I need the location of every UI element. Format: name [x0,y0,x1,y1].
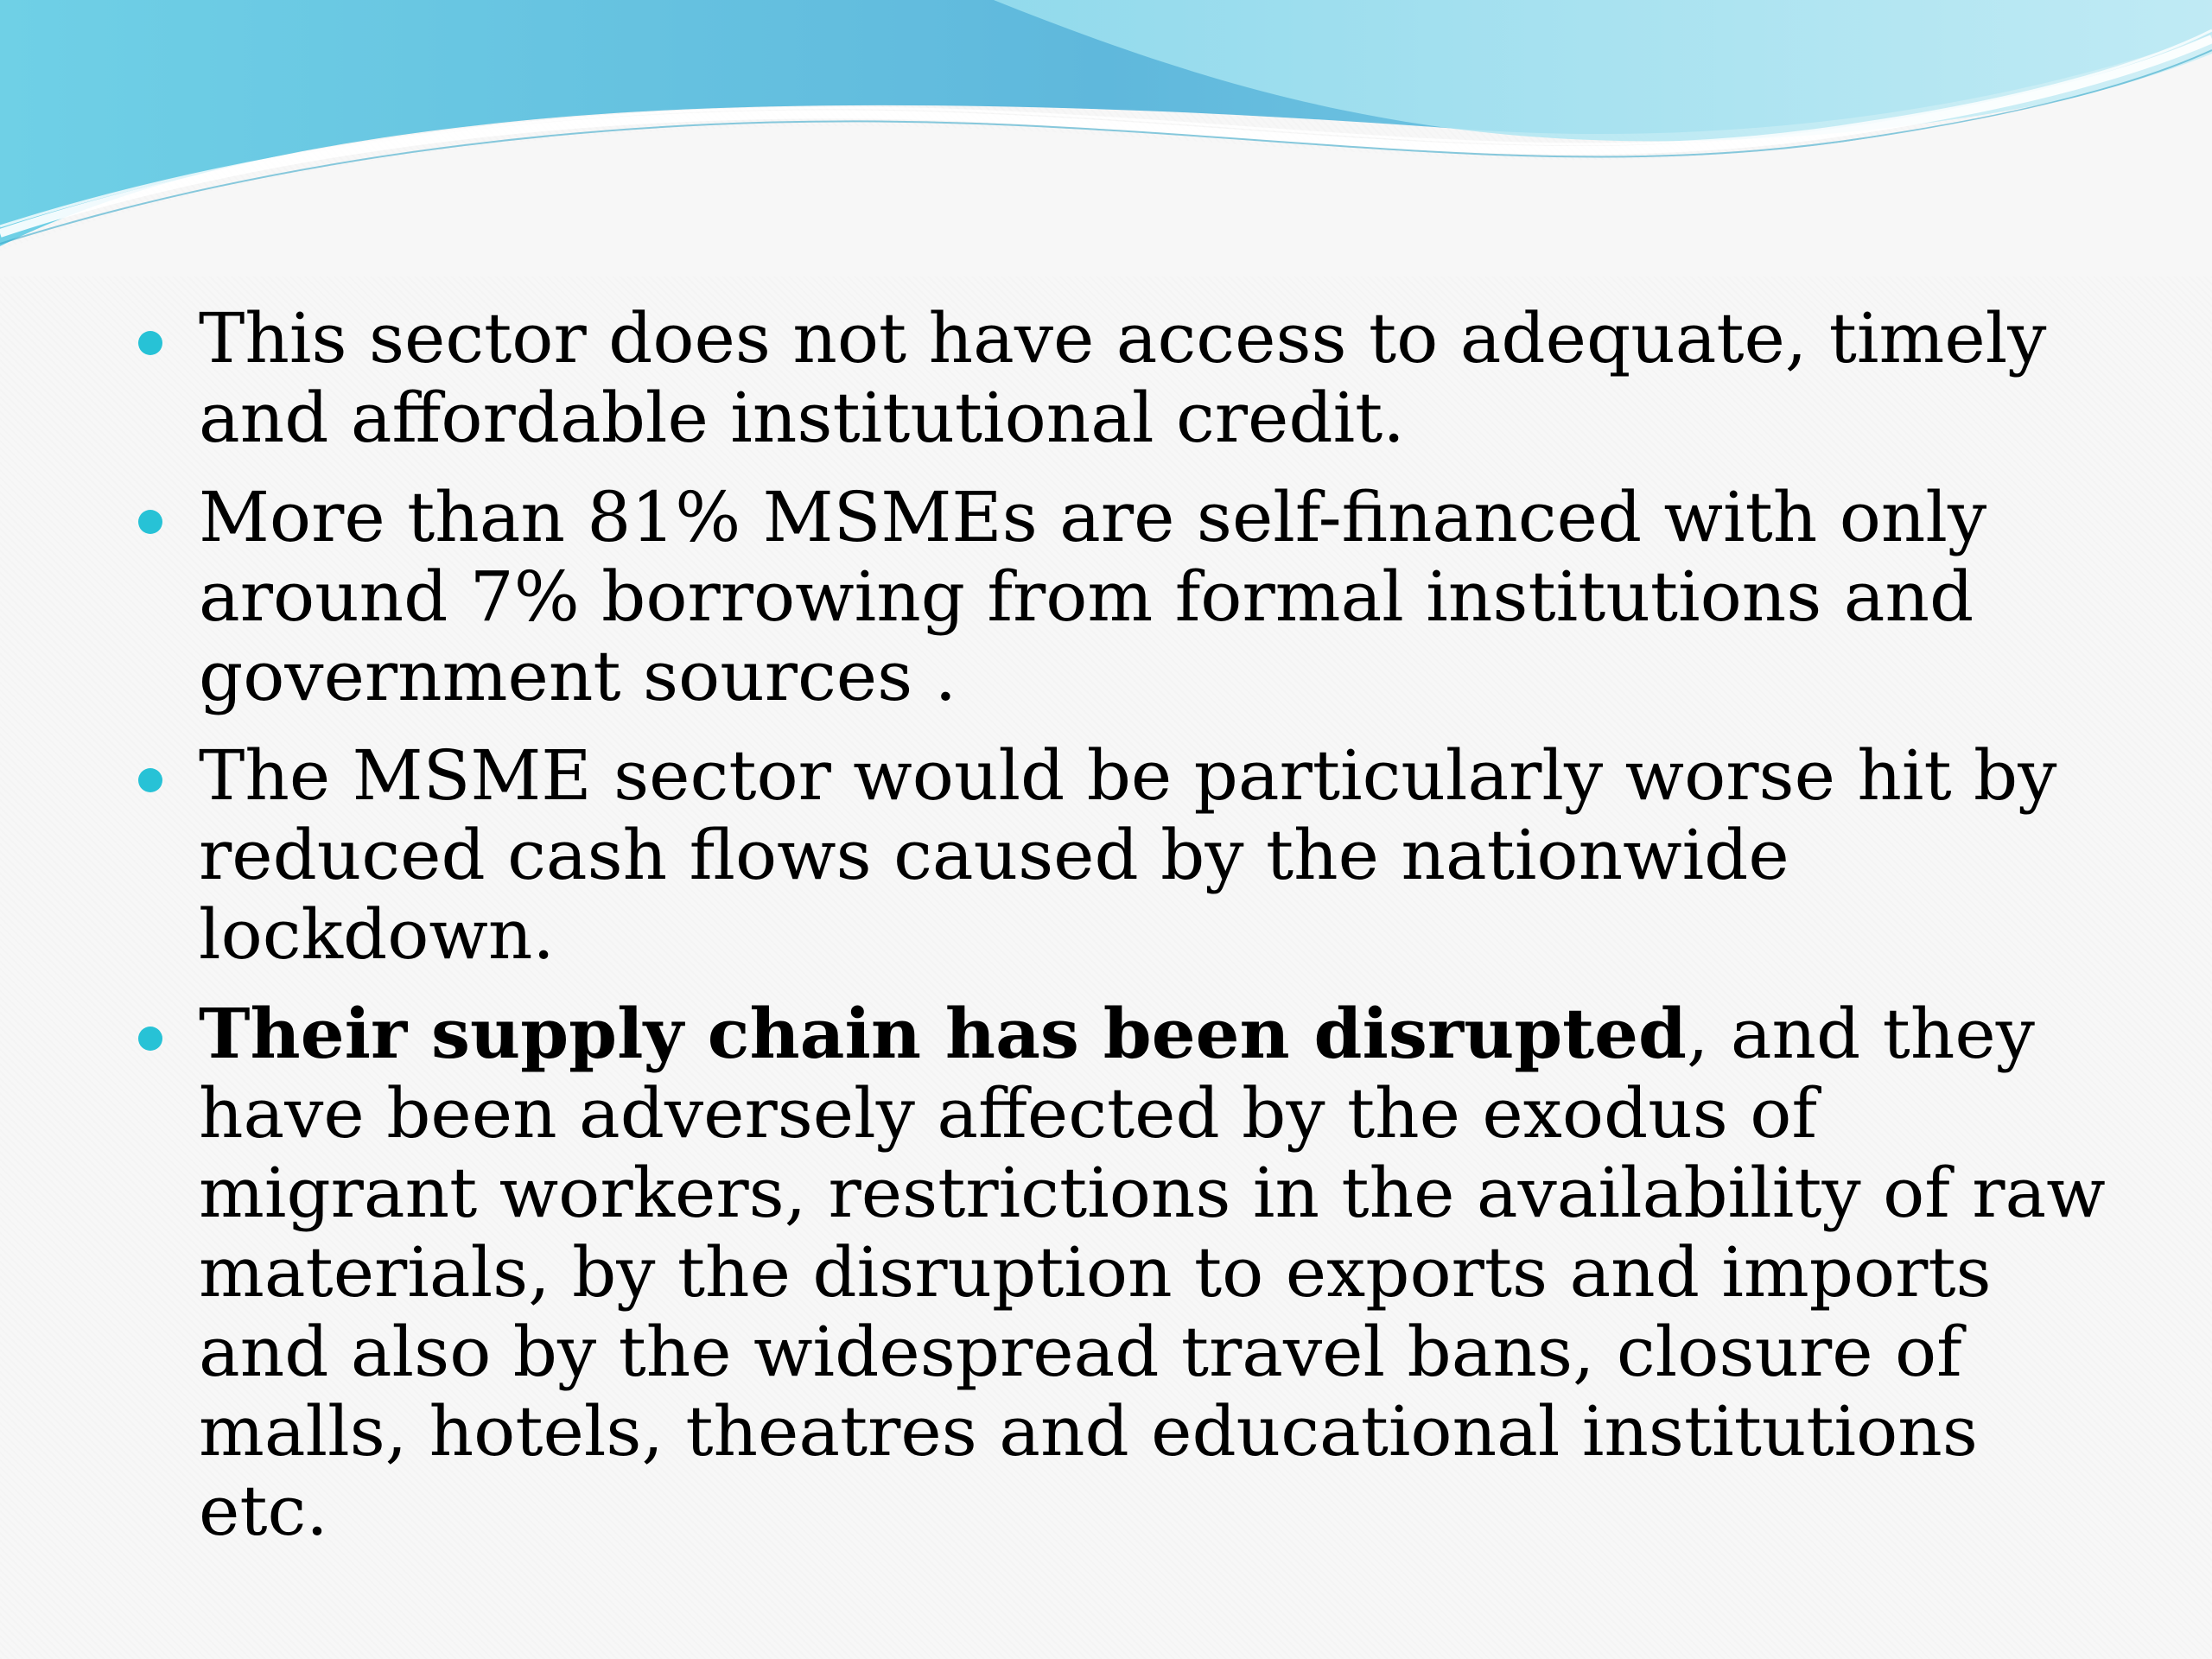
bullet-dot-icon [138,768,162,792]
bullet-item [138,994,2108,1551]
bullet-text: More than 81% MSMEs are self-financed with only around 7% borrowing from formal institutions and government sources . [199,477,1987,716]
bullet-item [138,735,2108,975]
bullet-item [138,298,2108,458]
bullet-item [138,477,2108,716]
bullet-text: , and they have been adversely affected by the exodus of migrant workers, restrictions in the availability of raw materials, by the disruption to exports and imports and also by the widespread travel bans, closure of malls, hotels, theatres and educational institutions etc. [199,994,2106,1551]
bullet-text: The MSME sector would be particularly worse hit by reduced cash flows caused by the nationwide lockdown. [199,735,2057,975]
bullet-list [138,298,2108,1551]
decorative-wave-header [0,0,2212,276]
bullet-text: This sector does not have access to adequate, timely and affordable institutional credit. [199,298,2047,458]
bullet-dot-icon [138,331,162,355]
bullet-bold-text: Their supply chain has been disrupted [199,993,1687,1074]
bullet-dot-icon [138,1027,162,1051]
slide-body [138,298,2108,1570]
bullet-dot-icon [138,510,162,534]
